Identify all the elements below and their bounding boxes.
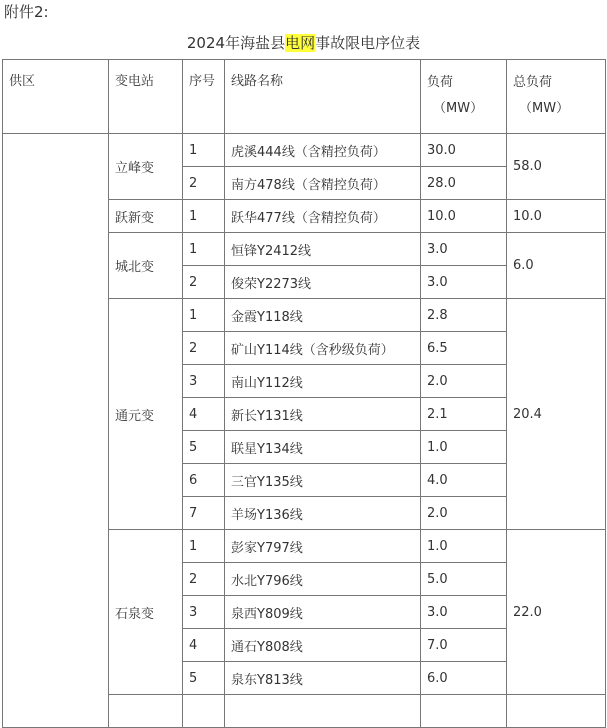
line-name-cell: 南方478线（含精控负荷）: [225, 167, 421, 200]
total-load-cell: 6.0: [507, 233, 606, 299]
line-name-cell: 水北Y796线: [225, 563, 421, 596]
load-cell: 10.0: [421, 200, 507, 233]
line-name-cell: 跃华477线（含精控负荷）: [225, 200, 421, 233]
substation-cell: 城北变: [109, 233, 183, 299]
line-name-cell: 矿山Y114线（含秒级负荷）: [225, 332, 421, 365]
seq-cell: 3: [183, 365, 225, 398]
empty-cell: [225, 695, 421, 728]
header-total-load-label: 总负荷: [513, 75, 553, 90]
region-cell: [3, 134, 109, 728]
load-cell: 4.0: [421, 464, 507, 497]
header-substation: 变电站: [109, 60, 183, 134]
line-name-cell: 联星Y134线: [225, 431, 421, 464]
line-name-cell: 通石Y808线: [225, 629, 421, 662]
title-highlight: 电网: [285, 34, 316, 52]
seq-cell: 1: [183, 299, 225, 332]
line-name-cell: 泉东Y813线: [225, 662, 421, 695]
line-name-cell: 新长Y131线: [225, 398, 421, 431]
substation-cell: 通元变: [109, 299, 183, 530]
seq-cell: 4: [183, 398, 225, 431]
line-name-cell: 南山Y112线: [225, 365, 421, 398]
header-total-load: [507, 60, 606, 134]
table-row: [3, 134, 606, 167]
seq-cell: 1: [183, 233, 225, 266]
header-line-name: 线路名称: [225, 60, 421, 134]
load-cell: 1.0: [421, 431, 507, 464]
empty-cell: [109, 695, 183, 728]
seq-cell: 1: [183, 530, 225, 563]
seq-cell: 2: [183, 266, 225, 299]
total-load-cell: 20.4: [507, 299, 606, 530]
header-row: [3, 60, 606, 134]
seq-cell: 2: [183, 563, 225, 596]
load-cell: 3.0: [421, 266, 507, 299]
seq-cell: 1: [183, 200, 225, 233]
seq-cell: 2: [183, 332, 225, 365]
table-body: [3, 60, 606, 728]
total-load-cell: 10.0: [507, 200, 606, 233]
load-cell: 28.0: [421, 167, 507, 200]
load-cell: 2.0: [421, 365, 507, 398]
title-prefix: 2024年海盐县: [186, 34, 286, 52]
empty-cell: [421, 695, 507, 728]
total-load-cell: 22.0: [507, 530, 606, 695]
line-name-cell: 泉西Y809线: [225, 596, 421, 629]
line-name-cell: 俊荣Y2273线: [225, 266, 421, 299]
seq-cell: 7: [183, 497, 225, 530]
seq-cell: 4: [183, 629, 225, 662]
load-cell: 3.0: [421, 233, 507, 266]
load-cell: 5.0: [421, 563, 507, 596]
load-cell: 2.0: [421, 497, 507, 530]
load-cell: 3.0: [421, 596, 507, 629]
seq-cell: 1: [183, 134, 225, 167]
header-seq: 序号: [183, 60, 225, 134]
load-cell: 2.1: [421, 398, 507, 431]
header-load: [421, 60, 507, 134]
seq-cell: 2: [183, 167, 225, 200]
header-load-unit: （MW）: [433, 101, 484, 116]
load-cell: 6.5: [421, 332, 507, 365]
load-cell: 30.0: [421, 134, 507, 167]
load-cell: 1.0: [421, 530, 507, 563]
page-title: [0, 32, 607, 54]
line-name-cell: 羊场Y136线: [225, 497, 421, 530]
seq-cell: 6: [183, 464, 225, 497]
substation-cell: 石泉变: [109, 530, 183, 695]
empty-cell: [507, 695, 606, 728]
line-name-cell: 金霞Y118线: [225, 299, 421, 332]
load-shedding-table: [2, 59, 606, 728]
seq-cell: 5: [183, 662, 225, 695]
header-load-label: 负荷: [427, 75, 454, 90]
substation-cell: 立峰变: [109, 134, 183, 200]
substation-cell: 跃新变: [109, 200, 183, 233]
line-name-cell: 恒锋Y2412线: [225, 233, 421, 266]
line-name-cell: 虎溪444线（含精控负荷）: [225, 134, 421, 167]
attachment-label: 附件2:: [4, 3, 49, 21]
header-region: 供区: [3, 60, 109, 134]
seq-cell: 5: [183, 431, 225, 464]
line-name-cell: 三官Y135线: [225, 464, 421, 497]
load-cell: 6.0: [421, 662, 507, 695]
seq-cell: 3: [183, 596, 225, 629]
line-name-cell: 彭家Y797线: [225, 530, 421, 563]
header-total-load-unit: （MW）: [519, 101, 570, 116]
title-suffix: 事故限电序位表: [315, 34, 421, 52]
load-cell: 2.8: [421, 299, 507, 332]
empty-cell: [183, 695, 225, 728]
load-cell: 7.0: [421, 629, 507, 662]
total-load-cell: 58.0: [507, 134, 606, 200]
